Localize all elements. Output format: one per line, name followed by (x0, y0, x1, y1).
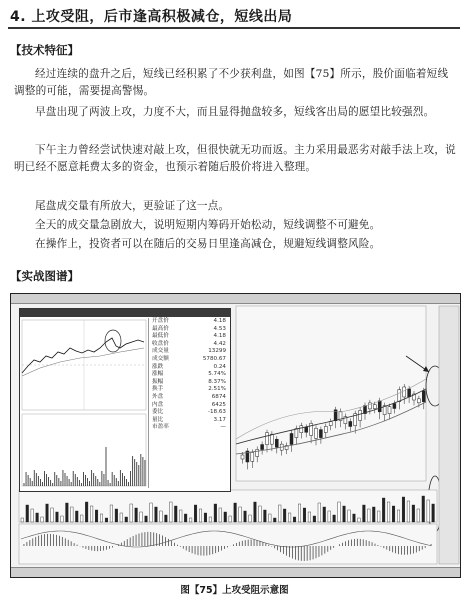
quote-row (149, 348, 229, 356)
volume-bar (85, 502, 88, 522)
quote-label: 最低价 (152, 333, 169, 340)
quote-value: 6425 (211, 401, 226, 408)
candle-body (305, 427, 308, 432)
candle-body (315, 428, 318, 438)
volume-bar (130, 504, 133, 522)
volume-bar (427, 500, 430, 522)
quote-label: 振幅 (152, 378, 164, 385)
volume-bar (422, 496, 425, 522)
quote-value: 5.74% (208, 371, 226, 378)
section-label-features: 【技术特征】 (10, 43, 79, 57)
quote-value: 0.24 (213, 363, 226, 370)
heading-divider (8, 27, 460, 29)
volume-bar (273, 518, 276, 522)
volume-bar (26, 505, 29, 522)
volume-bar (377, 511, 380, 522)
quote-value: 4.18 (213, 318, 226, 324)
volume-bar (338, 502, 341, 522)
quote-label: 最高价 (152, 325, 169, 332)
candle-body (368, 403, 371, 409)
volume-bar (249, 515, 252, 522)
intraday-window (19, 308, 231, 492)
volume-bar (135, 508, 138, 522)
volume-bar (328, 511, 331, 522)
paragraph-2: 早盘出现了两波上攻，力度不大，而且显得抛盘较多，短线客出局的愿望比较强烈。 (35, 106, 435, 118)
intraday-price-chart (20, 318, 148, 490)
volume-bar (31, 509, 34, 522)
quote-row (149, 318, 229, 326)
volume-bar (313, 516, 316, 522)
candle-body (329, 422, 332, 426)
volume-bar (105, 518, 108, 522)
quote-label: 换手 (152, 386, 164, 393)
volume-bar (140, 512, 143, 522)
volume-bar (199, 509, 202, 522)
volume-bar (323, 507, 326, 522)
candle-body (403, 387, 406, 397)
candle-body (251, 452, 254, 461)
quote-label: 内盘 (152, 401, 164, 408)
volume-bar (150, 503, 153, 522)
quote-label: 涨跌 (152, 363, 164, 370)
volume-bar (412, 505, 415, 522)
volume-bar (368, 509, 371, 522)
quote-value: 3.17 (213, 416, 226, 423)
volume-bar (160, 511, 163, 522)
quote-value: -18.63 (207, 409, 226, 416)
volume-bar (214, 504, 217, 522)
volume-bar (66, 503, 69, 522)
volume-bar (234, 503, 237, 522)
figure-caption: 图【75】上攻受阻示意图 (180, 585, 289, 596)
volume-bar (174, 506, 177, 522)
volume-bar (348, 510, 351, 522)
paragraph-5: 全天的成交量急剧放大，说明短期内筹码开始松动，短线调整不可避免。 (35, 219, 381, 231)
paragraph-3: 下午主力曾经尝试快速对敲上攻，但很快就无功而返。主力采用最恶劣对敲手法上攻，说明已经不愿意耗费太多的资金，也预示着随后股价将进入整理。 (14, 144, 456, 173)
volume-bar (397, 510, 400, 522)
quote-value: 4.18 (213, 333, 226, 340)
candle-body (266, 433, 269, 445)
candle-body (295, 429, 298, 438)
volume-bar (100, 514, 103, 522)
quote-label: 涨幅 (152, 371, 164, 378)
quote-label: 收盘价 (152, 340, 169, 347)
volume-bar (56, 512, 59, 522)
section-label-chart: 【实战图谱】 (10, 269, 79, 283)
volume-bar (95, 510, 98, 522)
volume-bar (353, 514, 356, 522)
candle-body (408, 389, 411, 397)
candle-body (275, 439, 278, 447)
volume-bar (392, 506, 395, 522)
volume-bar (264, 510, 267, 522)
quote-value: 4.53 (213, 325, 226, 332)
volume-bar (363, 505, 366, 522)
volume-bar (224, 512, 227, 522)
volume-bar (278, 505, 281, 522)
volume-bar (115, 509, 118, 522)
stock-chart-figure (10, 293, 461, 578)
quote-value: 4.42 (213, 340, 226, 347)
volume-bar (36, 513, 39, 522)
volume-bar (407, 501, 410, 522)
volume-bar (46, 504, 49, 522)
volume-bar (120, 513, 123, 522)
volume-bar (110, 505, 113, 522)
volume-bar (229, 516, 232, 522)
volume-bar (194, 505, 197, 522)
quote-value: 8.37% (208, 378, 226, 385)
volume-bar (165, 515, 168, 522)
volume-bar (387, 502, 390, 522)
candle-body (324, 426, 327, 432)
volume-bar (318, 503, 321, 522)
quote-row (149, 424, 229, 432)
candle-body (373, 405, 376, 409)
volume-bar (80, 515, 83, 522)
quote-label: 外盘 (152, 393, 164, 400)
quote-row (149, 371, 229, 379)
paragraph-1: 经过连续的盘升之后，短线已经积累了不少获利盘，如图【75】所示，股价面临着短线调整的可能，需要提高警惕。 (14, 68, 449, 97)
quote-label: 市盈率 (152, 424, 169, 431)
volume-bar (90, 506, 93, 522)
volume-bar (145, 516, 148, 522)
heading-text: 上攻受阻，后市逢高积极减仓，短线出局 (31, 9, 293, 25)
volume-bar (239, 507, 242, 522)
volume-bar (333, 515, 336, 522)
volume-bar (358, 518, 361, 522)
quote-label: 成交额 (152, 355, 169, 362)
quote-label: 成交量 (152, 348, 169, 355)
volume-bar (288, 513, 291, 522)
paragraph-6: 在操作上，投资者可以在随后的交易日里逢高减仓，规避短线调整风险。 (35, 238, 381, 250)
candle-body (417, 399, 420, 403)
page-heading (10, 6, 460, 26)
quote-row (149, 409, 229, 417)
volume-bar (417, 509, 420, 522)
quote-panel (148, 318, 229, 488)
quote-row (149, 386, 229, 394)
volume-bar (432, 504, 435, 522)
volume-bar (303, 508, 306, 522)
candle-body (359, 410, 362, 420)
quote-label: 量比 (152, 416, 164, 423)
volume-bar (75, 511, 78, 522)
candle-body (393, 403, 396, 408)
volume-bar (402, 497, 405, 522)
candle-body (261, 445, 264, 450)
quote-value: 13299 (208, 348, 226, 355)
volume-bar (184, 514, 187, 522)
volume-bar (125, 517, 128, 522)
volume-bar (343, 506, 346, 522)
candle-body (422, 391, 425, 402)
volume-bar (283, 509, 286, 522)
volume-bar (179, 510, 182, 522)
volume-bar (254, 502, 257, 522)
quote-value: 2.51% (208, 386, 226, 393)
volume-bar (308, 512, 311, 522)
candle-body (256, 449, 259, 456)
candle-body (241, 455, 244, 459)
volume-bar (51, 508, 54, 522)
candle-body (300, 426, 303, 433)
volume-bar (298, 504, 301, 522)
volume-bar (244, 511, 247, 522)
volume-bar (71, 507, 74, 522)
candle-body (270, 434, 273, 444)
volume-bar (41, 517, 44, 522)
paragraph-4: 尾盘成交量有所放大，更验证了这一点。 (35, 200, 230, 212)
volume-bar (259, 506, 262, 522)
heading-number: 4. (10, 9, 27, 25)
volume-bar (269, 514, 272, 522)
volume-bar (209, 517, 212, 522)
candle-body (378, 401, 381, 412)
volume-bar (372, 507, 375, 522)
quote-row (149, 402, 229, 410)
chart-statusbar (11, 567, 460, 577)
volume-bar (204, 513, 207, 522)
candle-body (388, 407, 391, 414)
quote-value: — (220, 424, 226, 431)
candle-body (349, 421, 352, 426)
volume-bar (189, 518, 192, 522)
candle-body (398, 390, 401, 402)
intraday-window-titlebar (20, 309, 230, 317)
quote-row (149, 356, 229, 364)
quote-label: 委比 (152, 409, 164, 416)
volume-bar (170, 502, 173, 522)
quote-value: 5780.67 (202, 355, 226, 362)
quote-row (149, 333, 229, 341)
candle-body (319, 430, 322, 438)
quote-label: 开盘价 (152, 318, 169, 324)
candle-body (290, 433, 293, 444)
volume-bar (293, 517, 296, 522)
volume-bar (155, 507, 158, 522)
quote-value: 6874 (211, 393, 226, 400)
quote-row (149, 394, 229, 402)
volume-bar (21, 518, 24, 522)
volume-bar (219, 508, 222, 522)
volume-bar (382, 498, 385, 522)
volume-bar (61, 516, 64, 522)
